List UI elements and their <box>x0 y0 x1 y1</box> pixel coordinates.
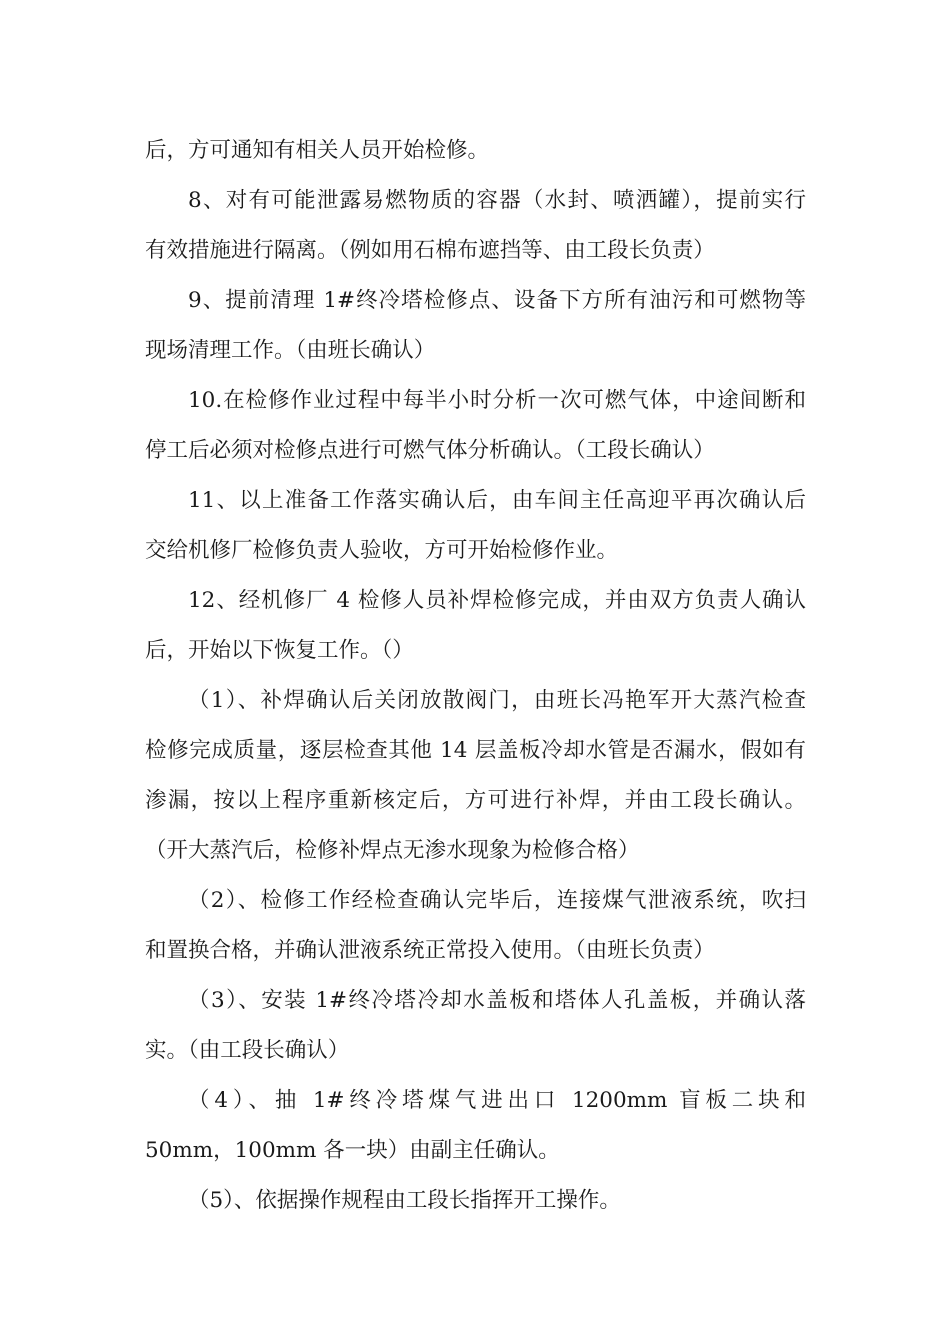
text-line: （4）、抽 1#终冷塔煤气进出口 1200mm 盲板二块和 <box>188 1088 806 1113</box>
text-line: 后，方可通知有相关人员开始检修。 <box>145 138 490 163</box>
text-line: 交给机修厂检修负责人验收，方可开始检修作业。 <box>145 538 619 563</box>
text-line: 实。（由工段长确认） <box>145 1038 350 1063</box>
text-line: 50mm，100mm 各一块）由副主任确认。 <box>145 1138 560 1163</box>
text-line: 9、提前清理 1#终冷塔检修点、设备下方所有油污和可燃物等 <box>188 288 806 313</box>
text-line: （2）、检修工作经检查确认完毕后，连接煤气泄液系统，吹扫 <box>188 888 806 913</box>
text-line: 和置换合格，并确认泄液系统正常投入使用。（由班长负责） <box>145 938 715 963</box>
text-line: （1）、补焊确认后关闭放散阀门，由班长冯艳军开大蒸汽检查 <box>188 688 806 713</box>
text-line: 渗漏，按以上程序重新核定后，方可进行补焊，并由工段长确认。 <box>145 788 806 813</box>
text-line: 停工后必须对检修点进行可燃气体分析确认。（工段长确认） <box>145 438 715 463</box>
text-line: 有效措施进行隔离。（例如用石棉布遮挡等、由工段长负责） <box>145 238 715 263</box>
text-line: 12、经机修厂 4 检修人员补焊检修完成，并由双方负责人确认 <box>188 588 806 613</box>
text-line: （3）、安装 1#终冷塔冷却水盖板和塔体人孔盖板，并确认落 <box>188 988 806 1013</box>
text-line: 11、以上准备工作落实确认后，由车间主任高迎平再次确认后 <box>188 488 806 513</box>
text-line: 10.在检修作业过程中每半小时分析一次可燃气体，中途间断和 <box>188 388 806 413</box>
text-line: 检修完成质量，逐层检查其他 14 层盖板冷却水管是否漏水，假如有 <box>145 738 806 763</box>
document-body <box>145 126 806 1226</box>
text-line: （开大蒸汽后，检修补焊点无渗水现象为检修合格） <box>145 838 640 863</box>
text-line: 后，开始以下恢复工作。（） <box>145 638 414 663</box>
text-line: 现场清理工作。（由班长确认） <box>145 338 436 363</box>
text-line: 8、对有可能泄露易燃物质的容器（水封、喷洒罐），提前实行 <box>188 188 806 213</box>
text-line: （5）、依据操作规程由工段长指挥开工操作。 <box>188 1188 621 1213</box>
